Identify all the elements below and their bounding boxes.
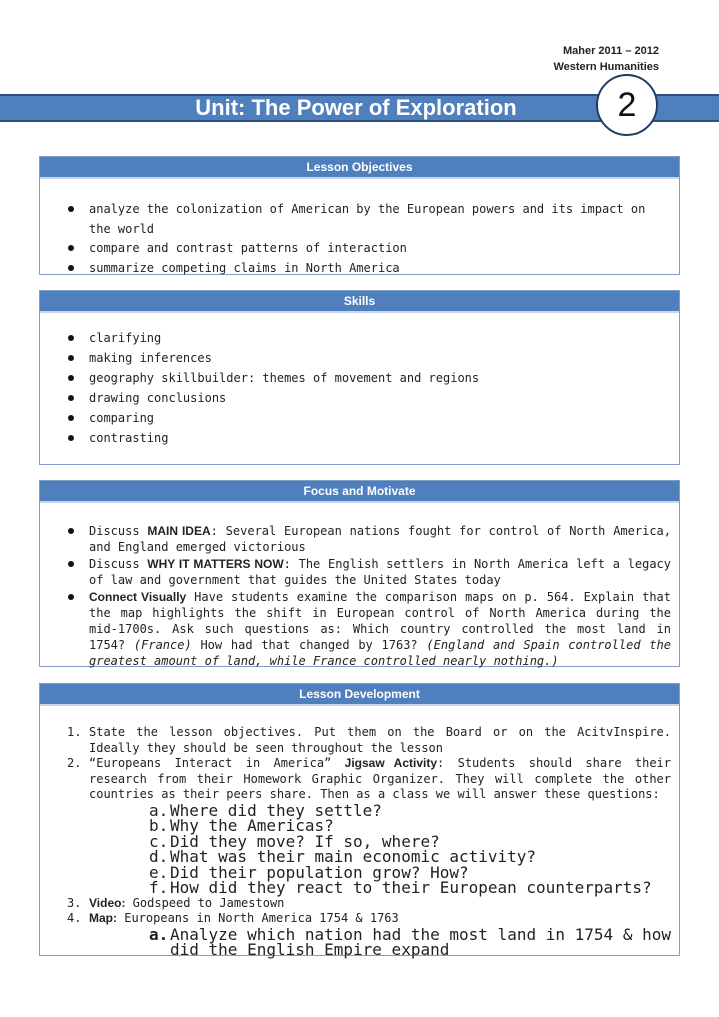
item-lead: Jigsaw Activity	[344, 756, 438, 770]
item-number: 1.	[67, 725, 82, 739]
objectives-box	[39, 156, 680, 275]
question-list	[40, 800, 679, 897]
skill-item: clarifying	[40, 328, 679, 348]
item-text: State the lesson objectives. Put them on the Board or on the AcitvInspire. Ideally they should be seen throughout the lesson	[89, 725, 671, 755]
development-item	[40, 725, 679, 756]
question-letter: c.	[149, 831, 169, 851]
development-heading: Lesson Development	[40, 684, 679, 706]
focus-text: : The English settlers in North America left a legacy of law and government that guides the United States today	[89, 557, 671, 587]
item-text: Europeans in North America 1754 & 1763	[117, 911, 399, 925]
item-number: 4.	[67, 911, 82, 925]
focus-text: How had that changed by 1763?	[191, 638, 427, 652]
objectives-list	[40, 179, 679, 278]
focus-item	[40, 589, 679, 669]
skills-box	[39, 290, 680, 465]
item-lead: Video:	[89, 895, 126, 910]
skills-list	[40, 313, 679, 448]
skill-item: geography skillbuilder: themes of movement and regions	[40, 368, 679, 388]
skill-item: making inferences	[40, 348, 679, 368]
focus-answer: (England and Spain controlled the greatest amount of land, while France controlled nearly nothing.)	[89, 638, 671, 668]
focus-heading: Focus and Motivate	[40, 481, 679, 503]
item-number: 3.	[67, 895, 82, 910]
objective-item: compare and contrast patterns of interaction	[40, 239, 679, 259]
question-item	[40, 800, 679, 820]
focus-list	[40, 503, 679, 669]
item-lead: Map:	[89, 911, 117, 925]
focus-text: : Several European nations fought for control of North America, and England emerged victorious	[89, 524, 672, 554]
question-text: How did they react to their European counterparts?	[170, 878, 652, 897]
course-name: Western Humanities	[553, 61, 659, 73]
item-text: Godspeed to Jamestown	[125, 895, 285, 910]
focus-text: Have students examine the comparison maps on p. 564. Explain that the map highlights the shift in European control of North America during the mid-1700s. Ask such questions as: Which country controlled the most land in 1754?	[89, 590, 671, 652]
question-letter: b.	[149, 816, 169, 835]
question-text: What was their main economic activity?	[170, 847, 537, 866]
focus-item	[40, 556, 679, 588]
objectives-heading: Lesson Objectives	[40, 157, 679, 179]
question-text: Did they move? If so, where?	[170, 831, 440, 851]
development-list-continued	[40, 896, 679, 927]
development-item	[40, 756, 679, 803]
focus-prefix: Discuss	[89, 524, 148, 538]
item-quote: “Europeans Interact in America”	[89, 756, 345, 770]
question-text: Where did they settle?	[170, 800, 382, 820]
skill-item: drawing conclusions	[40, 388, 679, 408]
question-item	[40, 880, 679, 896]
focus-lead: WHY IT MATTERS NOW	[147, 557, 284, 571]
development-item	[40, 896, 679, 912]
item-text: : Students should share their research from their Homework Graphic Organizer. They will complete the other countries as their peers share. Then as a class we will answer these questions:	[89, 756, 672, 801]
map-task-item	[40, 924, 679, 959]
focus-answer: (France)	[133, 638, 192, 652]
development-list	[40, 706, 679, 803]
focus-lead: Connect Visually	[89, 590, 187, 604]
focus-prefix: Discuss	[89, 557, 148, 571]
skill-item: contrasting	[40, 428, 679, 448]
question-text: Did their population grow? How?	[170, 862, 469, 882]
question-letter: a.	[149, 800, 169, 820]
skill-item: comparing	[40, 408, 679, 428]
objective-item: analyze the colonization of American by the European powers and its impact on the world	[40, 200, 679, 239]
focus-lead: MAIN IDEA	[147, 524, 211, 538]
task-letter: a.	[149, 924, 169, 944]
document-header	[553, 43, 659, 75]
skills-heading: Skills	[40, 291, 679, 313]
task-text: Analyze which nation had the most land in 1754 & how did the English Empire expand	[170, 924, 671, 959]
question-letter: f.	[149, 878, 169, 897]
development-box	[39, 683, 680, 959]
question-letter: e.	[149, 862, 169, 882]
map-task-list	[40, 924, 679, 959]
objective-item: summarize competing claims in North America	[40, 259, 679, 279]
unit-number-badge: 2	[596, 74, 658, 136]
author-years: Maher 2011 – 2012	[562, 45, 659, 57]
unit-title: Unit: The Power of Exploration	[195, 95, 517, 120]
item-number: 2.	[67, 756, 82, 770]
focus-item	[40, 523, 679, 555]
question-letter: d.	[149, 847, 169, 866]
question-text: Why the Americas?	[170, 816, 334, 835]
focus-box	[39, 480, 680, 667]
